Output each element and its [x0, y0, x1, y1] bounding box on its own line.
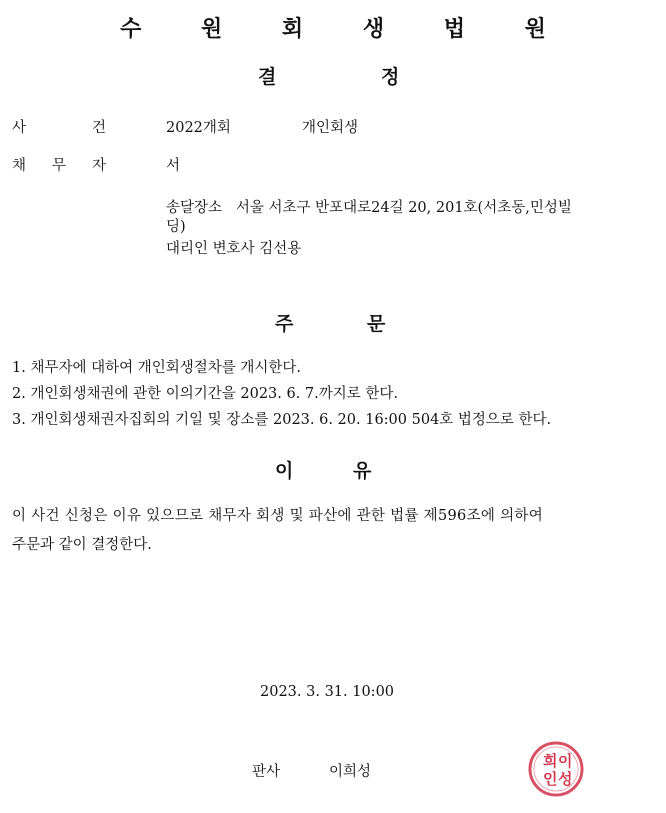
debtor-agent: 대리인 변호사 김선용 [166, 241, 302, 257]
case-label-char-1: 사 [12, 120, 27, 136]
judge-seal-stamp [527, 740, 585, 798]
order-heading-right: 문 [367, 313, 386, 335]
case-type: 개인회생 [302, 120, 359, 136]
decision-datetime: 2023. 3. 31. 10:00 [260, 684, 395, 700]
judge-title: 판사 [252, 764, 281, 780]
doc-type-left: 결 [258, 66, 277, 88]
reason-heading-left: 이 [275, 460, 294, 482]
reason-line-2: 주문과 같이 결정한다. [12, 537, 152, 553]
case-number: 2022개회 [166, 120, 231, 136]
reason-line-1: 이 사건 신청은 이유 있으므로 채무자 회생 및 파산에 관한 법률 제596조에 의하여 [12, 508, 543, 524]
doc-type-right: 정 [381, 66, 400, 88]
order-item-2: 2. 개인회생채권에 관한 이의기간을 2023. 6. 7.까지로 한다. [12, 386, 399, 402]
debtor-label-char-3: 자 [92, 158, 107, 174]
debtor-name: 서 [166, 158, 181, 174]
judge-name: 이희성 [329, 764, 372, 780]
debtor-address-line1: 송달장소 서울 서초구 반포대로24길 20, 201호(서초동,민성빌 [166, 200, 572, 216]
reason-heading-right: 유 [353, 460, 372, 482]
debtor-label-char-1: 채 [12, 158, 27, 174]
debtor-address-line2: 딩) [166, 219, 186, 235]
debtor-label-char-2: 무 [52, 158, 67, 174]
court-name: 수 원 회 생 법 원 [120, 17, 572, 42]
svg-text:인: 인 [543, 770, 558, 788]
order-item-3: 3. 개인회생채권자집회의 기일 및 장소를 2023. 6. 20. 16:00 504호 법정으로 한다. [12, 412, 552, 428]
order-heading-left: 주 [275, 313, 294, 335]
svg-text:이: 이 [558, 752, 573, 770]
svg-text:희: 희 [543, 752, 558, 770]
order-item-1: 1. 채무자에 대하여 개인회생절차를 개시한다. [12, 360, 302, 376]
svg-text:성: 성 [558, 770, 573, 788]
case-label-char-2: 건 [92, 120, 107, 136]
